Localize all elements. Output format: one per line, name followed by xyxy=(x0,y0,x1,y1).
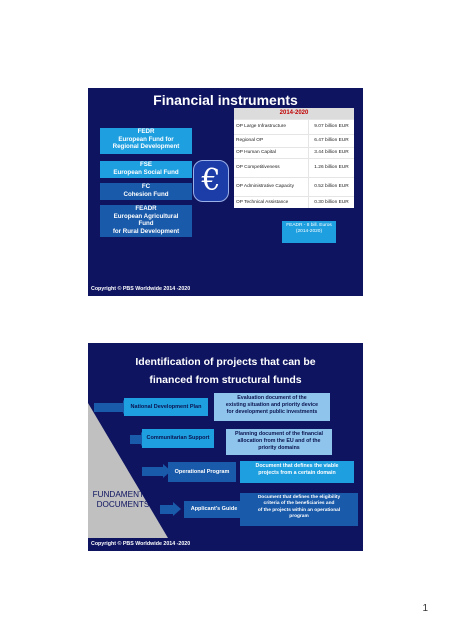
fund-fedr: FEDR European Fund for Regional Development xyxy=(100,128,192,154)
op-value: 0.30 billion EUR xyxy=(308,197,354,208)
slide-title: Identification of projects that can be financed from structural funds xyxy=(135,356,316,386)
doc-right-box: Planning document of the financial allocation from the EU and of the priority domains xyxy=(226,429,332,455)
table-row xyxy=(234,158,354,177)
fundamental-documents-label: FUNDAMENTAL DOCUMENTS xyxy=(92,490,154,509)
op-value: 0.52 billion EUR xyxy=(308,178,354,196)
arrow-icon xyxy=(94,403,124,412)
op-name: OP Technical Assistance xyxy=(236,200,289,205)
doc-left-box: Operational Program xyxy=(168,462,236,482)
arrow-icon xyxy=(160,505,174,514)
op-value: 9.07 billion EUR xyxy=(308,120,354,134)
op-value: 3.44 billion EUR xyxy=(308,148,354,158)
copyright: Copyright © PBS Worldwide 2014 -2020 xyxy=(91,541,191,547)
doc-right-box: Document that defines the eligibility criteria of the beneficiaries and of the projects within an operational program xyxy=(240,493,358,526)
op-table xyxy=(234,108,354,208)
doc-right-box: Evaluation document of the existing situation and priority device for development public investments xyxy=(214,393,330,421)
doc-left-box: National Development Plan xyxy=(124,398,208,416)
op-value: 1.26 billion EUR xyxy=(308,159,354,177)
doc-left-box: Applicant's Guide xyxy=(184,501,244,518)
arrow-icon xyxy=(142,467,164,476)
euro-icon: € xyxy=(193,160,229,202)
op-name: OP Competitiveness xyxy=(236,165,280,170)
table-row xyxy=(234,177,354,196)
doc-right-box: Document that defines the viable projects from a certain domain xyxy=(240,461,354,483)
page-number: 1 xyxy=(422,603,428,614)
op-name: OP Administrative Capacity xyxy=(236,184,295,189)
arrow-icon xyxy=(130,435,142,444)
copyright: Copyright © PBS Worldwide 2014 -2020 xyxy=(91,286,191,292)
table-row xyxy=(234,134,354,147)
slide-title: Financial instruments xyxy=(153,92,298,108)
feadr-note: FEADR - 8 bill. Euros (2014-2020) xyxy=(282,221,336,243)
op-value: 6.47 billion EUR xyxy=(308,135,354,147)
doc-left-box: Communitarian Support xyxy=(142,429,214,448)
slide-identification xyxy=(88,343,363,551)
fund-feadr: FEADR European Agricultural Fund for Rural Development xyxy=(100,205,192,237)
op-name: OP Large Infrastructure xyxy=(236,124,287,129)
op-name: OP Human Capital xyxy=(236,150,276,155)
op-table-header: 2014-2020 xyxy=(234,108,354,119)
table-row xyxy=(234,196,354,208)
fund-fc: FC Cohesion Fund xyxy=(100,183,192,200)
table-row xyxy=(234,119,354,134)
fund-fse: FSE European Social Fund xyxy=(100,161,192,178)
op-name: Regional OP xyxy=(236,138,264,143)
table-row xyxy=(234,147,354,158)
slide-financial-instruments xyxy=(88,88,363,296)
